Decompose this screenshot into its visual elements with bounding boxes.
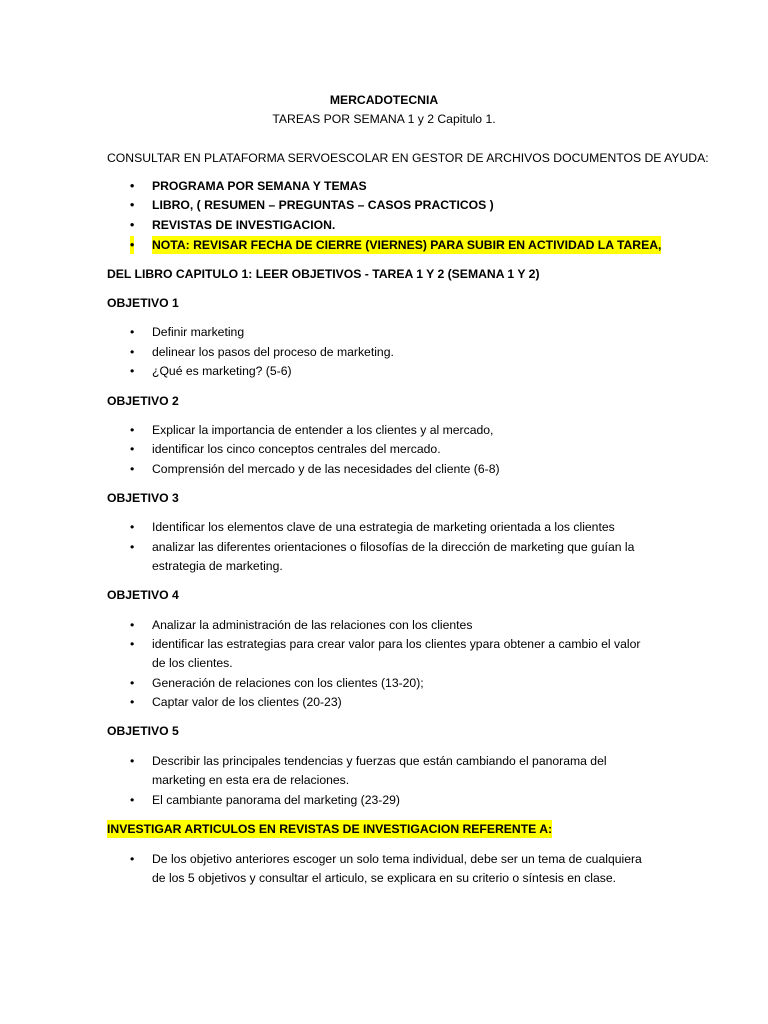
bullet-icon: • [130, 754, 135, 768]
bullet-icon: • [130, 852, 135, 866]
list-item-text: REVISTAS DE INVESTIGACION. [152, 218, 336, 232]
bullet-icon: • [130, 218, 135, 232]
list-item-text: analizar las diferentes orientaciones o filosofías de la dirección de marketing que guían la [152, 540, 635, 554]
list-item-text: PROGRAMA POR SEMANA Y TEMAS [152, 179, 367, 193]
bullet-icon: • [130, 540, 135, 554]
list-item-text: El cambiante panorama del marketing (23-29) [152, 793, 400, 807]
list-item-text: Generación de relaciones con los clientes (13-20); [152, 676, 424, 690]
book-chapter-line: DEL LIBRO CAPITULO 1: LEER OBJETIVOS - TAREA 1 Y 2 (SEMANA 1 Y 2) [107, 267, 540, 281]
bullet-icon: • [130, 442, 135, 456]
research-heading: INVESTIGAR ARTICULOS EN REVISTAS DE INVESTIGACION REFERENTE A: [107, 822, 553, 836]
list-item-continuation: estrategia de marketing. [152, 559, 283, 573]
bullet-icon: • [130, 520, 135, 534]
bullet-icon: • [130, 179, 135, 193]
document-subtitle: TAREAS POR SEMANA 1 y 2 Capitulo 1. [272, 112, 496, 126]
list-item-continuation: de los 5 objetivos y consultar el articulo, se explicara en su criterio o síntesis en clase. [152, 871, 617, 885]
list-item-continuation: marketing en esta era de relaciones. [152, 773, 350, 787]
bullet-icon: • [130, 793, 135, 807]
list-item-text: De los objetivo anteriores escoger un solo tema individual, debe ser un tema de cualquiera [152, 852, 642, 866]
document-title: MERCADOTECNIA [329, 93, 439, 107]
note-highlight: NOTA: REVISAR FECHA DE CIERRE (VIERNES) PARA SUBIR EN ACTIVIDAD LA TAREA, [152, 238, 662, 252]
bullet-icon: • [130, 676, 135, 690]
objective-3-title: OBJETIVO 3 [107, 491, 179, 505]
bullet-icon: • [130, 695, 135, 709]
objective-1-title: OBJETIVO 1 [107, 296, 179, 310]
objective-5-title: OBJETIVO 5 [107, 724, 179, 738]
list-item-text: Definir marketing [152, 325, 245, 339]
bullet-icon: • [130, 423, 135, 437]
bullet-icon: • [130, 345, 135, 359]
objective-2-title: OBJETIVO 2 [107, 394, 179, 408]
bullet-icon: • [130, 618, 135, 632]
list-item-text: Explicar la importancia de entender a los clientes y al mercado, [152, 423, 494, 437]
list-item-continuation: de los clientes. [152, 656, 233, 670]
list-item-text: Captar valor de los clientes (20-23) [152, 695, 342, 709]
list-item-text: Analizar la administración de las relaciones con los clientes [152, 618, 473, 632]
intro-paragraph: CONSULTAR EN PLATAFORMA SERVOESCOLAR EN GESTOR DE ARCHIVOS DOCUMENTOS DE AYUDA: [107, 151, 709, 165]
bullet-icon: • [130, 238, 135, 252]
list-item-text: Comprensión del mercado y de las necesidades del cliente (6-8) [152, 462, 500, 476]
list-item-text: identificar las estrategias para crear valor para los clientes ypara obtener a cambio el valor [152, 637, 641, 651]
bullet-icon: • [130, 462, 135, 476]
list-item-text: identificar los cinco conceptos centrales del mercado. [152, 442, 441, 456]
list-item-text: delinear los pasos del proceso de marketing. [152, 345, 394, 359]
list-item-text: ¿Qué es marketing? (5-6) [152, 364, 292, 378]
bullet-icon: • [130, 637, 135, 651]
bullet-icon: • [130, 198, 135, 212]
bullet-icon: • [130, 364, 135, 378]
objective-4-title: OBJETIVO 4 [107, 588, 179, 602]
list-item-text: Identificar los elementos clave de una estrategia de marketing orientada a los clientes [152, 520, 615, 534]
list-item-text: LIBRO, ( RESUMEN – PREGUNTAS – CASOS PRACTICOS ) [152, 198, 494, 212]
bullet-icon: • [130, 325, 135, 339]
list-item-text: Describir las principales tendencias y fuerzas que están cambiando el panorama del [152, 754, 607, 768]
